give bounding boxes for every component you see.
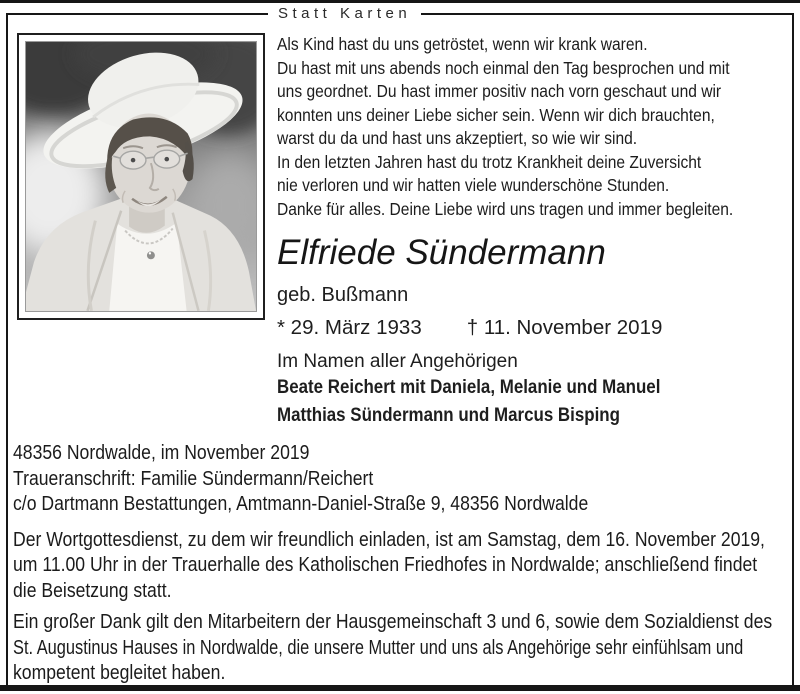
thanks-block bbox=[13, 610, 793, 687]
service-line: Der Wortgottesdienst, zu dem wir freundlich einladen, ist am Samstag, dem 16. November 2019, bbox=[13, 528, 765, 551]
statt-karten-label: Statt Karten bbox=[268, 4, 421, 24]
portrait-photo bbox=[17, 33, 265, 320]
birth-date: * 29. März 1933 bbox=[277, 316, 422, 339]
thanks-line: St. Augustinus Hauses in Nordwalde, die unsere Mutter und uns als Angehörige sehr einfühlsam und bbox=[13, 636, 744, 659]
address-block bbox=[13, 441, 793, 518]
family-names bbox=[277, 374, 733, 429]
thanks-line: kompetent begleitet haben. bbox=[13, 662, 226, 684]
memorial-line: Als Kind hast du uns getröstet, wenn wir krank waren. bbox=[277, 34, 648, 54]
memorial-line: In den letzten Jahren hast du trotz Krankheit deine Zuversicht bbox=[277, 151, 702, 172]
family-name-line: Matthias Sündermann und Marcus Bisping bbox=[277, 404, 620, 426]
portrait-illustration bbox=[25, 41, 257, 312]
bottom-divider bbox=[0, 685, 800, 691]
service-line: um 11.00 Uhr in der Trauerhalle des Katholischen Friedhofes in Nordwalde; anschließend findet bbox=[13, 554, 758, 576]
service-line: die Beisetzung statt. bbox=[13, 579, 172, 602]
notice-footer bbox=[13, 441, 793, 687]
memorial-text bbox=[277, 33, 733, 221]
top-divider bbox=[0, 0, 800, 3]
memorial-line: Danke für alles. Deine Liebe wird uns tragen und immer begleiten. bbox=[277, 198, 734, 219]
thanks-line: Ein großer Dank gilt den Mitarbeitern der Hausgemeinschaft 3 und 6, sowie dem Sozialdienst des bbox=[13, 611, 773, 633]
service-block bbox=[13, 528, 793, 605]
maiden-name: geb. Bußmann bbox=[277, 284, 409, 306]
family-name-line: Beate Reichert mit Daniela, Melanie und Manuel bbox=[277, 377, 661, 398]
family-intro: Im Namen aller Angehörigen bbox=[277, 351, 518, 372]
memorial-line: Du hast mit uns abends noch einmal den Tag besprochen und mit bbox=[277, 57, 730, 78]
address-line: c/o Dartmann Bestattungen, Amtmann-Daniel-Straße 9, 48356 Nordwalde bbox=[13, 493, 589, 515]
memorial-line: warst du da und hast uns akzeptiert, so wie wir sind. bbox=[277, 128, 638, 148]
memorial-line: uns geordnet. Du hast immer positiv nach vorn geschaut und wir bbox=[277, 81, 722, 101]
address-line: 48356 Nordwalde, im November 2019 bbox=[13, 442, 310, 464]
death-date: † 11. November 2019 bbox=[466, 316, 663, 339]
life-dates bbox=[277, 315, 789, 341]
address-line: Traueranschrift: Familie Sündermann/Reichert bbox=[13, 467, 374, 490]
deceased-name: Elfriede Sündermann bbox=[277, 233, 606, 272]
memorial-column bbox=[277, 33, 789, 429]
memorial-line: konnten uns deiner Liebe sicher sein. Wenn wir dich brauchten, bbox=[277, 104, 715, 125]
memorial-line: nie verloren und wir hatten viele wunderschöne Stunden. bbox=[277, 175, 670, 195]
